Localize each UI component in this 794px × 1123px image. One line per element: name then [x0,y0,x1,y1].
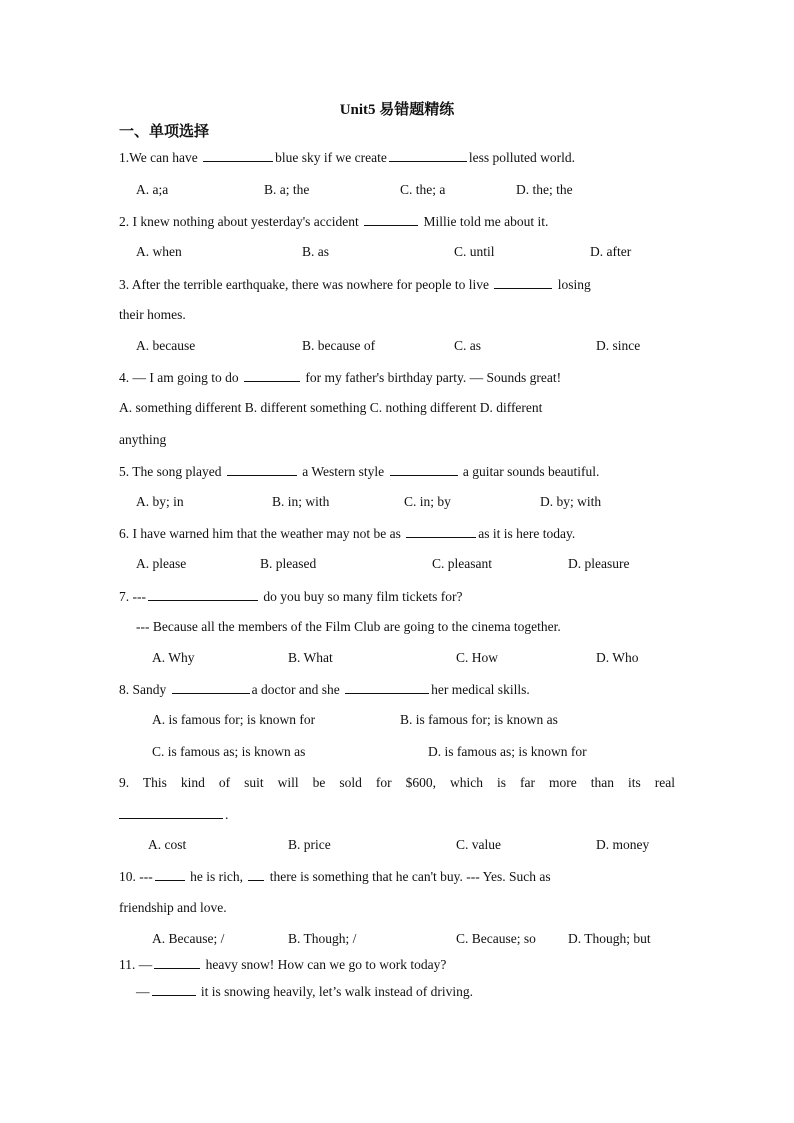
question-11: 11. — heavy snow! How can we go to work today? [119,957,447,972]
option-d[interactable]: D. since [596,338,641,353]
answer-blank[interactable] [119,805,223,819]
answer-blank[interactable] [494,275,552,289]
option-a[interactable]: A. a;a [136,182,169,197]
option-d[interactable]: D. is famous as; is known for [428,744,587,759]
option-b[interactable]: B. as [302,244,329,259]
option-c[interactable]: C. How [456,650,499,665]
option-d[interactable]: D. pleasure [568,556,630,571]
question-9: 9. This kind of suit will be sold for $600, which is far more than its real [119,775,675,790]
question-2: 2. I knew nothing about yesterday's accident Millie told me about it. [119,214,549,229]
option-a[interactable]: A. because [136,338,196,353]
question-6: 6. I have warned him that the weather may not be as as it is here today. [119,526,576,541]
answer-blank[interactable] [172,680,250,694]
answer-blank[interactable] [227,462,297,476]
option-a[interactable]: A. Because; / [152,931,225,946]
option-a[interactable]: A. is famous for; is known for [152,712,316,727]
option-a[interactable]: A. Why [152,650,195,665]
question-4-options[interactable]: A. something different B. different something C. nothing different D. different [119,400,543,415]
option-c[interactable]: C. Because; so [456,931,536,946]
question-8: 8. Sandy a doctor and she her medical skills. [119,682,530,697]
option-d[interactable]: D. by; with [540,494,602,509]
question-10: 10. --- he is rich, there is something that he can't buy. --- Yes. Such as [119,869,551,884]
option-b[interactable]: B. because of [302,338,376,353]
option-b[interactable]: B. in; with [272,494,330,509]
question-4: 4. — I am going to do for my father's birthday party. — Sounds great! [119,370,562,385]
option-c[interactable]: C. the; a [400,182,446,197]
option-a[interactable]: A. by; in [136,494,184,509]
question-5: 5. The song played a Western style a guitar sounds beautiful. [119,464,600,479]
answer-blank[interactable] [203,148,273,162]
question-1: 1.We can have blue sky if we create less polluted world. [119,150,575,165]
option-b[interactable]: B. is famous for; is known as [400,712,558,727]
answer-blank[interactable] [152,982,196,996]
option-a[interactable]: A. cost [148,837,187,852]
option-c[interactable]: C. as [454,338,481,353]
question-11-response: — it is snowing heavily, let’s walk instead of driving. [136,984,473,999]
section-heading: 一、单项选择 [119,124,210,140]
option-b[interactable]: B. What [288,650,333,665]
answer-blank[interactable] [148,587,258,601]
option-b[interactable]: B. pleased [260,556,317,571]
answer-blank[interactable] [345,680,429,694]
option-b[interactable]: B. a; the [264,182,310,197]
question-7-response: --- Because all the members of the Film Club are going to the cinema together. [136,619,561,634]
answer-blank[interactable] [154,955,200,969]
option-c[interactable]: C. until [454,244,495,259]
option-d[interactable]: D. Though; but [568,931,651,946]
answer-blank[interactable] [155,867,185,881]
answer-blank[interactable] [244,368,300,382]
option-c[interactable]: C. in; by [404,494,451,509]
question-10-continued: friendship and love. [119,900,227,915]
page-title: Unit5 易错题精练 [339,102,455,118]
option-c[interactable]: C. is famous as; is known as [152,744,306,759]
option-d[interactable]: D. the; the [516,182,573,197]
question-3-continued: their homes. [119,307,186,322]
question-7: 7. --- do you buy so many film tickets for? [119,589,463,604]
answer-blank[interactable] [406,524,476,538]
option-c[interactable]: C. pleasant [432,556,492,571]
answer-blank[interactable] [248,867,264,881]
option-a[interactable]: A. when [136,244,182,259]
option-d[interactable]: D. money [596,837,650,852]
option-b[interactable]: B. Though; / [288,931,357,946]
option-d[interactable]: D. after [590,244,632,259]
answer-blank[interactable] [364,212,418,226]
question-9-continued: . [119,805,675,824]
option-a[interactable]: A. please [136,556,187,571]
answer-blank[interactable] [389,148,467,162]
option-b[interactable]: B. price [288,837,331,852]
option-d[interactable]: D. Who [596,650,639,665]
option-c[interactable]: C. value [456,837,501,852]
question-3: 3. After the terrible earthquake, there was nowhere for people to live losing [119,277,591,292]
answer-blank[interactable] [390,462,458,476]
question-4-options-continued: anything [119,432,167,447]
